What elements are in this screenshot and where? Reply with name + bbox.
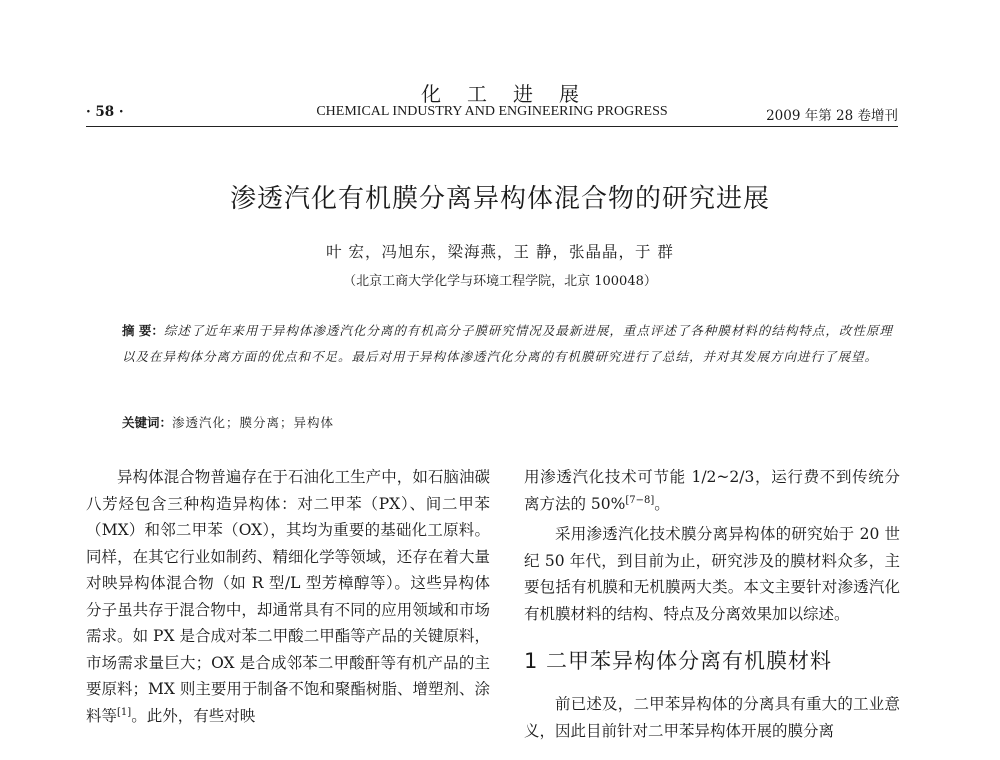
issue-info: 2009 年第 28 卷增刊: [766, 108, 898, 124]
citation: [1]: [117, 706, 132, 718]
section-heading: 1 二甲苯异构体分离有机膜材料: [524, 649, 833, 673]
paragraph-text: 异构体混合物普遍存在于石油化工生产中，如石脑油碳八芳烃包含三种构造异构体：对二甲苯（PX）、间二甲苯（MX）和邻二甲苯（OX），其均为重要的基础化工原料。同样，在其它行业如制药、精细化学等领域，还存在着大量对映异构体混合物（如 R 型/L 型芳樟醇等）。这些异构体分子虽共存于混合物中，却通常具有不同的应用领域和市场需求。如 PX 是合成对苯二甲酸二甲酯等产品的关键原料，市场需求量巨大；OX 是合成邻苯二甲酸酐等有机产品的主要原料；MX 则主要用于制备不饱和聚酯树脂、增塑剂、涂料等: [86, 468, 490, 725]
running-header: [86, 104, 898, 124]
body-paragraph: 采用渗透汽化技术膜分离异构体的研究始于 20 世纪 50 年代，到目前为止，研究涉及的膜材料众多，主要包括有机膜和无机膜两大类。本文主要针对渗透汽化有机膜材料的结构、特点及分离效果加以综述。: [524, 525, 900, 623]
abstract-text: 综述了近年来用于异构体渗透汽化分离的有机高分子膜研究情况及最新进展，重点评述了各种膜材料的结构特点，改性原理以及在异构体分离方面的优点和不足。最后对用于异构体渗透汽化分离的有机膜研究进行了总结，并对其发展方向进行了展望。: [122, 323, 893, 364]
body-column-right: [524, 464, 900, 744]
affiliation: （北京工商大学化学与环境工程学院，北京 100048）: [343, 274, 657, 289]
journal-name-en: CHEMICAL INDUSTRY AND ENGINEERING PROGRESS: [316, 104, 668, 119]
paragraph-text: 用渗透汽化技术可节能 1/2~2/3，运行费不到传统分离方法的 50%: [524, 468, 900, 513]
body-paragraph: [86, 464, 490, 729]
body-paragraph: 前已述及，二甲苯异构体的分离具有重大的工业意义，因此目前针对二甲苯异构体开展的膜分离: [524, 695, 900, 740]
journal-name-cn: 化工进展: [421, 82, 605, 106]
header-rule: [86, 126, 898, 127]
author-list: 叶 宏，冯旭东，梁海燕，王 静，张晶晶，于 群: [326, 243, 674, 261]
abstract: [122, 318, 904, 370]
keywords: [122, 410, 904, 436]
body-paragraph: [524, 464, 900, 517]
body-column-left: [86, 464, 490, 729]
paragraph-text: 。: [654, 494, 670, 513]
page-number: · 58 ·: [86, 104, 124, 120]
abstract-label: 摘 要：: [122, 323, 164, 338]
paragraph-text: 。此外，有些对映: [131, 706, 256, 725]
keywords-text: 渗透汽化；膜分离；异构体: [172, 415, 335, 430]
article-title: 渗透汽化有机膜分离异构体混合物的研究进展: [229, 184, 770, 214]
keywords-label: 关键词：: [122, 415, 173, 430]
citation: [7−8]: [625, 494, 655, 506]
